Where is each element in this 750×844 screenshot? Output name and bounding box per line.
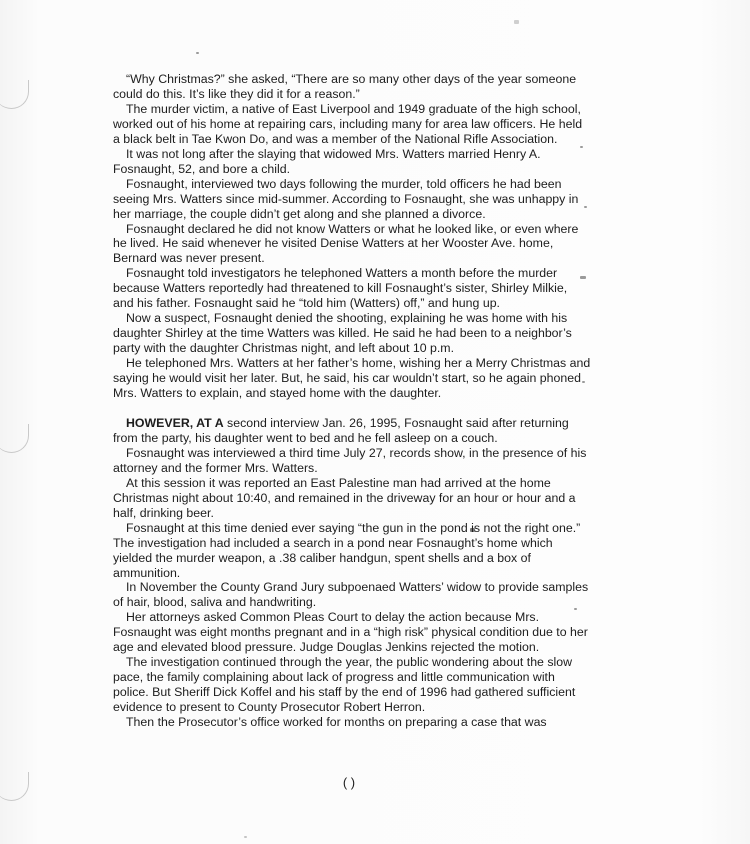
scan-speck (196, 52, 199, 54)
article-paragraph: Fosnaught declared he did not know Watters or what he looked like, or even where he lived. He said whenever he visited Denise Watters at her Wooster Ave. home, Bernard was never present. (113, 221, 579, 266)
article-paragraph: The investigation continued through the year, the public wondering about the slow pace, the family complaining about lack of progress and little communication with police. But Sheriff Dick Koffel and his staff by the end of 1996 had gathered sufficient evidence to present to County Prosecutor Robert Herron. (113, 655, 576, 715)
article-paragraph: Fosnaught at this time denied ever saying “the gun in the pond is not the right one.” The investigation had included a search in a pond near Fosnaught’s home which yielded the murder weapon, a .38 caliber handgun, spent shells and a box of ammunition. (113, 520, 581, 580)
article-paragraph: Fosnaught told investigators he telephoned Watters a month before the murder because Watters reportedly had threatened to kill Fosnaught’s sister, Shirley Milkie, and his father. Fosnaught said he “told him (Watters) off,” and hung up. (113, 266, 568, 311)
article-paragraph: Fosnaught, interviewed two days following the murder, told officers he had been seeing Mrs. Watters since mid-summer. According to Fosnaught, she was unhappy in her marriage, the couple didn’t get along and she planned a divorce. (113, 176, 579, 221)
article-paragraph: Her attorneys asked Common Pleas Court to delay the action because Mrs. Fosnaught was eight months pregnant and in a “high risk” physical condition due to her age and elevated blood pressure. Judge Douglas Jenkins rejected the motion. (113, 610, 588, 655)
article-paragraph: At this session it was reported an East Palestine man had arrived at the home Christmas night about 10:40, and remained in the driveway for an hour or hour and a half, drinking beer. (113, 475, 576, 520)
page-number: ( ) (342, 775, 356, 790)
scan-speck (244, 836, 247, 838)
binder-punch-hole (0, 80, 29, 109)
binder-punch-hole (0, 424, 29, 453)
article-paragraph: Now a suspect, Fosnaught denied the shooting, explaining he was home with his daughter Shirley at the time Watters was killed. He said he had been to a neighbor’s party with the daughter Christmas night, and left about 10 p.m. (113, 311, 572, 356)
article-paragraph: “Why Christmas?” she asked, “There are so many other days of the year someone could do this. It’s like they did it for a reason.” (113, 72, 577, 101)
article-paragraph: Fosnaught was interviewed a third time July 27, records show, in the presence of his attorney and the former Mrs. Watters. (113, 445, 587, 475)
section-lead-text: second interview Jan. 26, 1995, Fosnaught said after returning from the party, his daughter went to bed and he fell asleep on a couch. (113, 415, 569, 445)
article-paragraph: The murder victim, a native of East Liverpool and 1949 graduate of the high school, worked out of his home at repairing cars, including many for area law officers. He held a black belt in Tae Kwon Do, and was a member of the National Rifle Association. (113, 101, 583, 146)
section-lead-caps: HOWEVER, AT A (126, 415, 224, 430)
article-body (113, 72, 591, 730)
binder-punch-hole (0, 772, 29, 801)
article-paragraph: In November the County Grand Jury subpoenaed Watters’ widow to provide samples of hair, blood, saliva and handwriting. (113, 580, 589, 610)
article-paragraph: Then the Prosecutor’s office worked for months on preparing a case that was (126, 715, 547, 730)
section-lead-paragraph (113, 416, 591, 446)
article-paragraph: He telephoned Mrs. Watters at her father’s home, wishing her a Merry Christmas and saying he would visit her later. But, he said, his car wouldn’t start, so he again phoned Mrs. Watters to explain, and stayed home with the daughter. (113, 356, 591, 401)
scan-speck (514, 20, 519, 24)
article-paragraph: It was not long after the slaying that widowed Mrs. Watters married Henry A. Fosnaught, 52, and bore a child. (113, 146, 541, 176)
